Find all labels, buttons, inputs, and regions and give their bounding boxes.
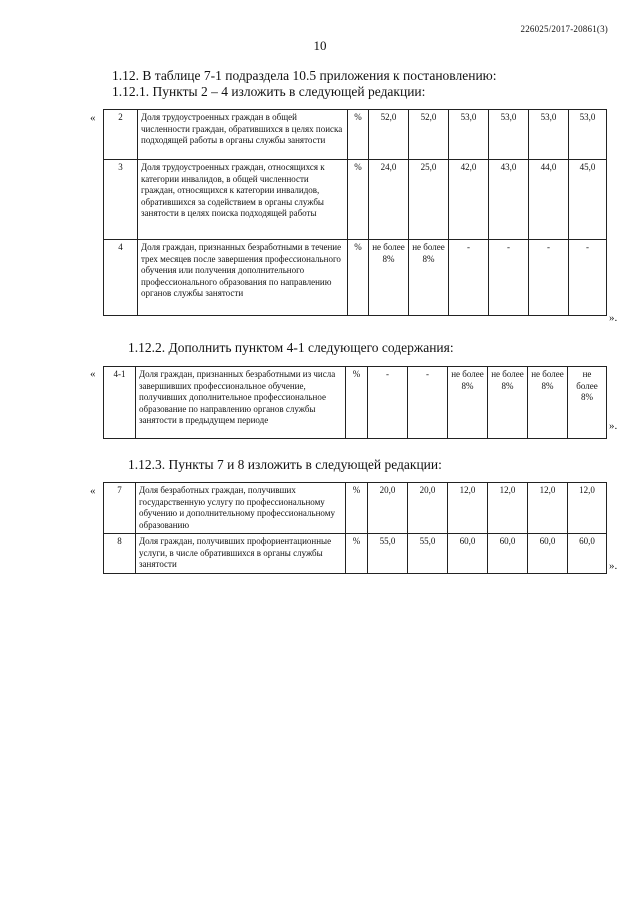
- open-quote: «: [90, 112, 96, 124]
- value-cell: 12,0: [568, 483, 607, 534]
- value-cell: 20,0: [368, 483, 408, 534]
- row-number: 7: [104, 483, 136, 534]
- open-quote: «: [90, 485, 96, 497]
- row-number: 3: [104, 160, 138, 240]
- value-cell: -: [449, 240, 489, 316]
- table-point-4-1: [103, 366, 607, 439]
- page-number: 10: [313, 38, 327, 53]
- unit-cell: %: [346, 367, 368, 439]
- unit-cell: %: [348, 110, 369, 160]
- unit-cell: %: [346, 483, 368, 534]
- value-cell: -: [529, 240, 569, 316]
- close-quote: ».: [609, 560, 618, 572]
- close-quote: ».: [609, 312, 618, 324]
- heading-1-12-1: 1.12.1. Пункты 2 – 4 изложить в следующей редакции:: [112, 84, 426, 99]
- table-row: [104, 367, 607, 439]
- value-cell: 20,0: [408, 483, 448, 534]
- value-cell: 55,0: [408, 534, 448, 574]
- row-number: 2: [104, 110, 138, 160]
- value-cell: 12,0: [528, 483, 568, 534]
- row-number: 8: [104, 534, 136, 574]
- value-cell: 12,0: [448, 483, 488, 534]
- value-cell: -: [489, 240, 529, 316]
- value-cell: -: [368, 367, 408, 439]
- value-cell: 60,0: [488, 534, 528, 574]
- value-cell: 55,0: [368, 534, 408, 574]
- value-cell: 45,0: [569, 160, 607, 240]
- value-cell: не более 8%: [568, 367, 607, 439]
- indicator-description: Доля трудоустроенных граждан, относящихся к категории инвалидов, в общей численности граждан, относящихся к категории инвалидов, обратившихся за содействием в органы службы занятости в целях поиска подходящей работы: [138, 160, 348, 240]
- unit-cell: %: [348, 240, 369, 316]
- table-row: [104, 240, 607, 316]
- heading-1-12-3: 1.12.3. Пункты 7 и 8 изложить в следующей редакции:: [128, 457, 442, 472]
- indicator-description: Доля граждан, признанных безработными из числа завершивших профессиональное обучение, получивших дополнительное профессиональное образование по направлению органов службы занятости в предыдущем периоде: [136, 367, 346, 439]
- table-row: [104, 534, 607, 574]
- value-cell: 44,0: [529, 160, 569, 240]
- value-cell: 43,0: [489, 160, 529, 240]
- value-cell: 60,0: [568, 534, 607, 574]
- row-number: 4-1: [104, 367, 136, 439]
- value-cell: 12,0: [488, 483, 528, 534]
- value-cell: -: [408, 367, 448, 439]
- table-row: [104, 483, 607, 534]
- value-cell: не более 8%: [448, 367, 488, 439]
- table-points-7-8: [103, 482, 607, 574]
- indicator-description: Доля трудоустроенных граждан в общей численности граждан, обратившихся в целях поиска подходящей работы в органы службы занятости: [138, 110, 348, 160]
- heading-1-12: 1.12. В таблице 7-1 подраздела 10.5 приложения к постановлению:: [112, 68, 497, 83]
- row-number: 4: [104, 240, 138, 316]
- heading-1-12-2: 1.12.2. Дополнить пунктом 4-1 следующего содержания:: [128, 340, 454, 355]
- value-cell: 24,0: [369, 160, 409, 240]
- value-cell: 60,0: [528, 534, 568, 574]
- unit-cell: %: [346, 534, 368, 574]
- value-cell: 52,0: [369, 110, 409, 160]
- indicator-description: Доля граждан, получивших профориентационные услуги, в числе обратившихся в органы службы занятости: [136, 534, 346, 574]
- value-cell: не более 8%: [409, 240, 449, 316]
- value-cell: 52,0: [409, 110, 449, 160]
- table-row: [104, 160, 607, 240]
- table-row: [104, 110, 607, 160]
- value-cell: 60,0: [448, 534, 488, 574]
- value-cell: 53,0: [489, 110, 529, 160]
- unit-cell: %: [348, 160, 369, 240]
- indicator-description: Доля граждан, признанных безработными в течение трех месяцев после завершения профессионального обучения или получения дополнительного профессионального образования по направлению органов службы занятости: [138, 240, 348, 316]
- value-cell: 42,0: [449, 160, 489, 240]
- document-number: 226025/2017-20861(3): [520, 24, 608, 34]
- value-cell: 53,0: [569, 110, 607, 160]
- open-quote: «: [90, 368, 96, 380]
- indicator-description: Доля безработных граждан, получивших государственную услугу по профессиональному обучению и дополнительному профессиональному образованию: [136, 483, 346, 534]
- value-cell: 53,0: [529, 110, 569, 160]
- close-quote: ».: [609, 420, 618, 432]
- value-cell: не более 8%: [488, 367, 528, 439]
- value-cell: не более 8%: [528, 367, 568, 439]
- value-cell: не более 8%: [369, 240, 409, 316]
- value-cell: 53,0: [449, 110, 489, 160]
- table-points-2-4: [103, 109, 607, 316]
- value-cell: 25,0: [409, 160, 449, 240]
- value-cell: -: [569, 240, 607, 316]
